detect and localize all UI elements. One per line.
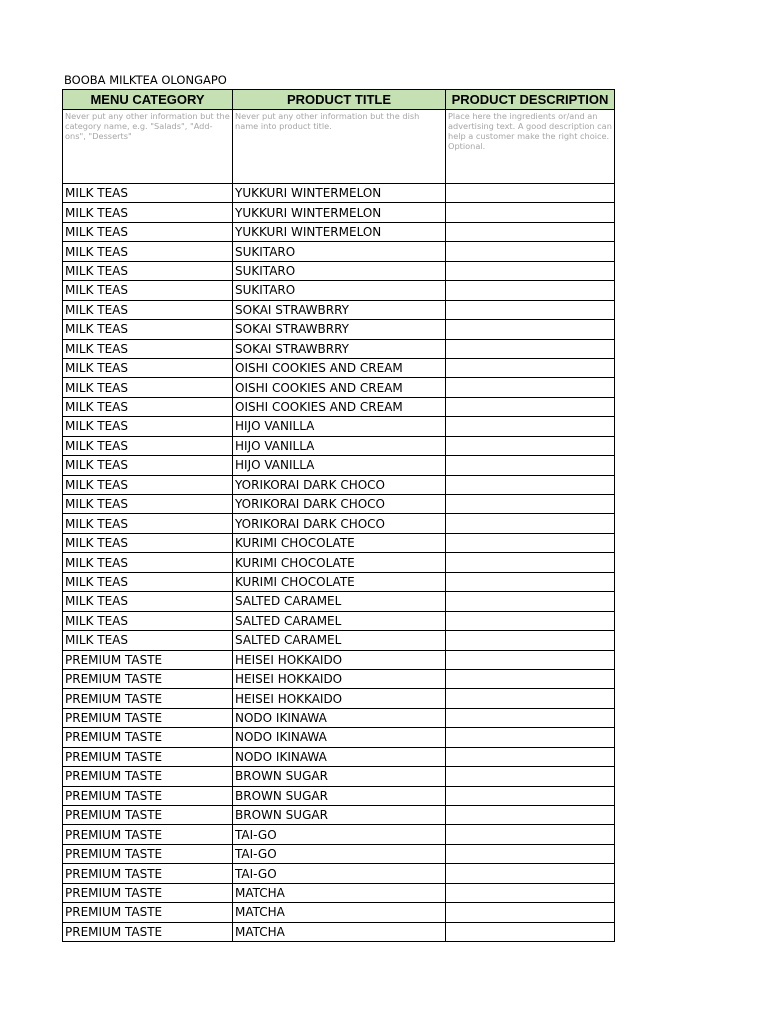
title-cell[interactable]: BROWN SUGAR <box>233 767 446 786</box>
title-cell[interactable]: KURIMI CHOCOLATE <box>233 553 446 572</box>
table-row <box>63 242 615 261</box>
table-row <box>63 650 615 669</box>
table-row <box>63 495 615 514</box>
category-cell[interactable]: MILK TEAS <box>63 281 233 300</box>
category-cell[interactable]: PREMIUM TASTE <box>63 689 233 708</box>
title-cell[interactable]: TAI-GO <box>233 825 446 844</box>
description-cell[interactable] <box>446 883 615 902</box>
table-row <box>63 922 615 941</box>
title-cell[interactable]: SOKAI STRAWBRRY <box>233 320 446 339</box>
table-row <box>63 689 615 708</box>
table-row <box>63 786 615 805</box>
hint-row <box>63 110 615 184</box>
description-cell[interactable] <box>446 903 615 922</box>
title-cell[interactable]: SUKITARO <box>233 242 446 261</box>
category-cell[interactable]: MILK TEAS <box>63 475 233 494</box>
title-cell[interactable]: BROWN SUGAR <box>233 786 446 805</box>
description-cell[interactable] <box>446 378 615 397</box>
table-row <box>63 417 615 436</box>
category-cell[interactable]: PREMIUM TASTE <box>63 767 233 786</box>
description-cell[interactable] <box>446 242 615 261</box>
table-row <box>63 184 615 203</box>
title-cell[interactable]: NODO IKINAWA <box>233 708 446 727</box>
description-cell[interactable] <box>446 514 615 533</box>
header-product-title[interactable]: PRODUCT TITLE <box>233 90 446 110</box>
description-cell[interactable] <box>446 358 615 377</box>
category-cell[interactable]: MILK TEAS <box>63 397 233 416</box>
category-cell[interactable]: MILK TEAS <box>63 631 233 650</box>
title-cell[interactable]: YUKKURI WINTERMELON <box>233 222 446 241</box>
table-row <box>63 339 615 358</box>
description-cell[interactable] <box>446 728 615 747</box>
description-cell[interactable] <box>446 533 615 552</box>
category-cell[interactable]: MILK TEAS <box>63 436 233 455</box>
description-cell[interactable] <box>446 261 615 280</box>
table-row <box>63 883 615 902</box>
title-cell[interactable]: KURIMI CHOCOLATE <box>233 572 446 591</box>
table-row <box>63 397 615 416</box>
sheet-title: BOOBA MILKTEA OLONGAPO <box>64 73 227 87</box>
category-cell[interactable]: PREMIUM TASTE <box>63 669 233 688</box>
hint-product-description[interactable]: Place here the ingredients or/and an advertising text. A good description can help a customer make the right choice. Optional. <box>446 110 615 184</box>
description-cell[interactable] <box>446 650 615 669</box>
table-row <box>63 261 615 280</box>
table-row <box>63 708 615 727</box>
category-cell[interactable]: PREMIUM TASTE <box>63 864 233 883</box>
category-cell[interactable]: MILK TEAS <box>63 203 233 222</box>
description-cell[interactable] <box>446 572 615 591</box>
header-menu-category[interactable]: MENU CATEGORY <box>63 90 233 110</box>
table-row <box>63 611 615 630</box>
category-cell[interactable]: MILK TEAS <box>63 514 233 533</box>
description-cell[interactable] <box>446 708 615 727</box>
category-cell[interactable]: PREMIUM TASTE <box>63 903 233 922</box>
category-cell[interactable]: MILK TEAS <box>63 378 233 397</box>
title-cell[interactable]: MATCHA <box>233 883 446 902</box>
table-row <box>63 281 615 300</box>
table-row <box>63 358 615 377</box>
category-cell[interactable]: PREMIUM TASTE <box>63 728 233 747</box>
category-cell[interactable]: PREMIUM TASTE <box>63 786 233 805</box>
description-cell[interactable] <box>446 806 615 825</box>
description-cell[interactable] <box>446 553 615 572</box>
description-cell[interactable] <box>446 631 615 650</box>
description-cell[interactable] <box>446 922 615 941</box>
table-row <box>63 572 615 591</box>
description-cell[interactable] <box>446 669 615 688</box>
title-cell[interactable]: HIJO VANILLA <box>233 436 446 455</box>
description-cell[interactable] <box>446 747 615 766</box>
table-row <box>63 844 615 863</box>
table-row <box>63 903 615 922</box>
table-row <box>63 747 615 766</box>
description-cell[interactable] <box>446 397 615 416</box>
description-cell[interactable] <box>446 611 615 630</box>
table-row <box>63 378 615 397</box>
title-cell[interactable]: MATCHA <box>233 922 446 941</box>
title-cell[interactable]: OISHI COOKIES AND CREAM <box>233 378 446 397</box>
category-cell[interactable]: MILK TEAS <box>63 358 233 377</box>
table-row <box>63 222 615 241</box>
table-row <box>63 631 615 650</box>
table-row <box>63 475 615 494</box>
title-cell[interactable]: KURIMI CHOCOLATE <box>233 533 446 552</box>
category-cell[interactable]: MILK TEAS <box>63 222 233 241</box>
table-row <box>63 592 615 611</box>
title-cell[interactable]: SUKITARO <box>233 281 446 300</box>
header-product-description[interactable]: PRODUCT DESCRIPTION <box>446 90 615 110</box>
category-cell[interactable]: PREMIUM TASTE <box>63 708 233 727</box>
category-cell[interactable]: PREMIUM TASTE <box>63 922 233 941</box>
title-cell[interactable]: HEISEI HOKKAIDO <box>233 650 446 669</box>
category-cell[interactable]: MILK TEAS <box>63 184 233 203</box>
category-cell[interactable]: MILK TEAS <box>63 495 233 514</box>
title-cell[interactable]: HIJO VANILLA <box>233 417 446 436</box>
title-cell[interactable]: YUKKURI WINTERMELON <box>233 184 446 203</box>
category-cell[interactable]: PREMIUM TASTE <box>63 844 233 863</box>
category-cell[interactable]: PREMIUM TASTE <box>63 806 233 825</box>
description-cell[interactable] <box>446 320 615 339</box>
header-row <box>63 90 615 110</box>
table-row <box>63 300 615 319</box>
category-cell[interactable]: MILK TEAS <box>63 572 233 591</box>
description-cell[interactable] <box>446 339 615 358</box>
title-cell[interactable]: SOKAI STRAWBRRY <box>233 339 446 358</box>
category-cell[interactable]: MILK TEAS <box>63 533 233 552</box>
hint-menu-category[interactable]: Never put any other information but the category name, e.g. "Salads", "Add-ons", "Desserts" <box>63 110 233 184</box>
description-cell[interactable] <box>446 436 615 455</box>
category-cell[interactable]: MILK TEAS <box>63 592 233 611</box>
title-cell[interactable]: HEISEI HOKKAIDO <box>233 669 446 688</box>
description-cell[interactable] <box>446 495 615 514</box>
description-cell[interactable] <box>446 592 615 611</box>
description-cell[interactable] <box>446 417 615 436</box>
description-cell[interactable] <box>446 844 615 863</box>
description-cell[interactable] <box>446 786 615 805</box>
table-row <box>63 436 615 455</box>
category-cell[interactable]: MILK TEAS <box>63 300 233 319</box>
description-cell[interactable] <box>446 184 615 203</box>
table-row <box>63 320 615 339</box>
category-cell[interactable]: MILK TEAS <box>63 456 233 475</box>
title-cell[interactable]: OISHI COOKIES AND CREAM <box>233 358 446 377</box>
title-cell[interactable]: HIJO VANILLA <box>233 456 446 475</box>
description-cell[interactable] <box>446 864 615 883</box>
description-cell[interactable] <box>446 689 615 708</box>
title-cell[interactable]: SOKAI STRAWBRRY <box>233 300 446 319</box>
table-row <box>63 203 615 222</box>
description-cell[interactable] <box>446 281 615 300</box>
description-cell[interactable] <box>446 825 615 844</box>
table-row <box>63 806 615 825</box>
title-cell[interactable]: SALTED CARAMEL <box>233 592 446 611</box>
category-cell[interactable]: MILK TEAS <box>63 320 233 339</box>
table-row <box>63 825 615 844</box>
description-cell[interactable] <box>446 475 615 494</box>
description-cell[interactable] <box>446 203 615 222</box>
description-cell[interactable] <box>446 222 615 241</box>
table-row <box>63 456 615 475</box>
category-cell[interactable]: MILK TEAS <box>63 339 233 358</box>
title-cell[interactable]: YUKKURI WINTERMELON <box>233 203 446 222</box>
category-cell[interactable]: MILK TEAS <box>63 417 233 436</box>
title-cell[interactable]: NODO IKINAWA <box>233 728 446 747</box>
table-row <box>63 767 615 786</box>
title-cell[interactable]: YORIKORAI DARK CHOCO <box>233 475 446 494</box>
hint-product-title[interactable]: Never put any other information but the dish name into product title. <box>233 110 446 184</box>
category-cell[interactable]: PREMIUM TASTE <box>63 650 233 669</box>
category-cell[interactable]: PREMIUM TASTE <box>63 747 233 766</box>
title-cell[interactable]: YORIKORAI DARK CHOCO <box>233 495 446 514</box>
title-cell[interactable]: BROWN SUGAR <box>233 806 446 825</box>
description-cell[interactable] <box>446 456 615 475</box>
title-cell[interactable]: SALTED CARAMEL <box>233 611 446 630</box>
table-row <box>63 864 615 883</box>
title-cell[interactable]: SUKITARO <box>233 261 446 280</box>
title-cell[interactable]: MATCHA <box>233 903 446 922</box>
title-cell[interactable]: HEISEI HOKKAIDO <box>233 689 446 708</box>
title-cell[interactable]: NODO IKINAWA <box>233 747 446 766</box>
category-cell[interactable]: MILK TEAS <box>63 611 233 630</box>
table-row <box>63 728 615 747</box>
category-cell[interactable]: MILK TEAS <box>63 553 233 572</box>
description-cell[interactable] <box>446 300 615 319</box>
table-row <box>63 553 615 572</box>
title-cell[interactable]: SALTED CARAMEL <box>233 631 446 650</box>
category-cell[interactable]: MILK TEAS <box>63 261 233 280</box>
menu-table <box>62 89 615 942</box>
category-cell[interactable]: MILK TEAS <box>63 242 233 261</box>
category-cell[interactable]: PREMIUM TASTE <box>63 883 233 902</box>
title-cell[interactable]: OISHI COOKIES AND CREAM <box>233 397 446 416</box>
table-row <box>63 669 615 688</box>
title-cell[interactable]: YORIKORAI DARK CHOCO <box>233 514 446 533</box>
title-cell[interactable]: TAI-GO <box>233 864 446 883</box>
description-cell[interactable] <box>446 767 615 786</box>
table-row <box>63 514 615 533</box>
title-cell[interactable]: TAI-GO <box>233 844 446 863</box>
category-cell[interactable]: PREMIUM TASTE <box>63 825 233 844</box>
table-row <box>63 533 615 552</box>
